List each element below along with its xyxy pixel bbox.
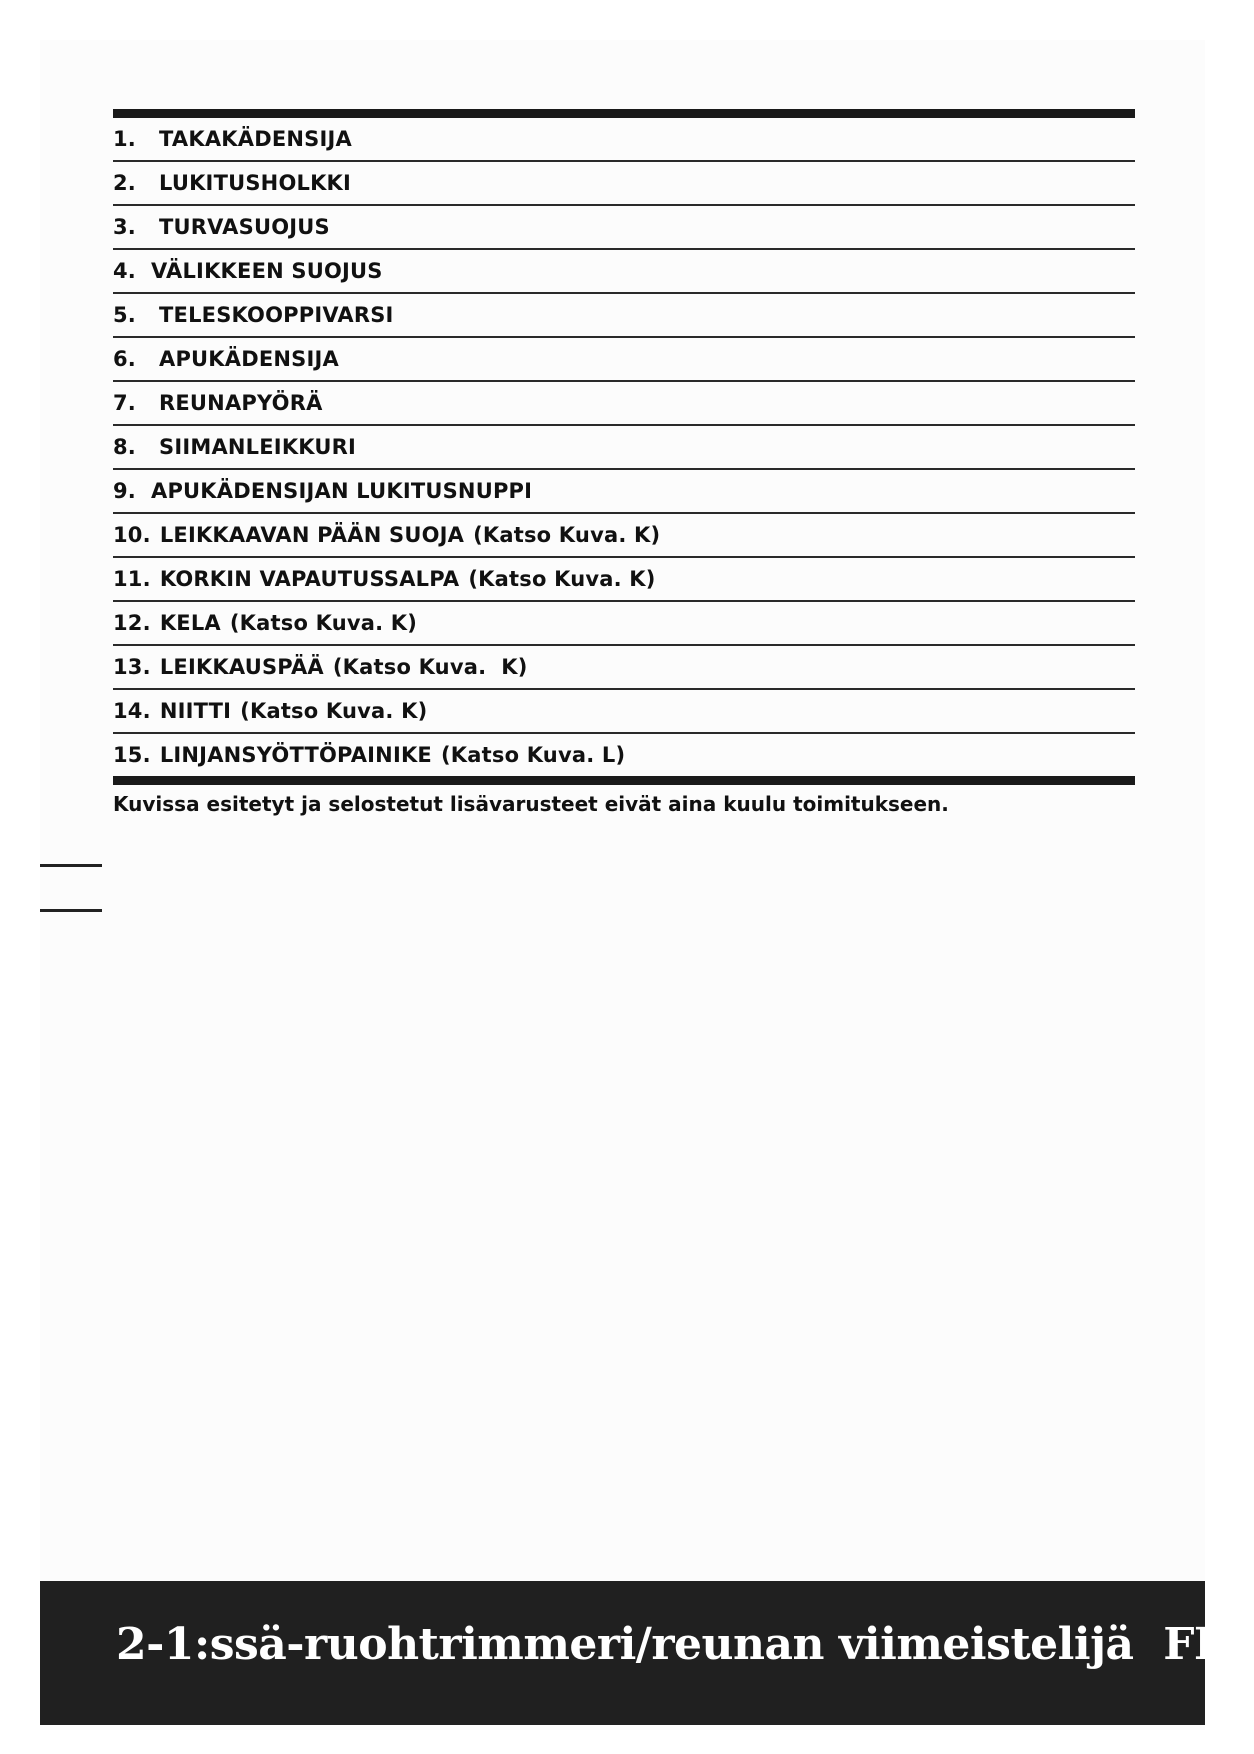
part-name: VÄLIKKEEN SUOJUS: [151, 259, 383, 283]
parts-list-item: [113, 294, 1135, 338]
part-name: SIIMANLEIKKURI: [159, 435, 357, 459]
part-name: LUKITUSHOLKKI: [159, 171, 352, 195]
parts-list-item: [113, 338, 1135, 382]
part-figure-reference: (Katso Kuva. K): [473, 523, 661, 547]
part-name: LINJANSYÖTTÖPAINIKE: [159, 743, 432, 767]
footer-band: [40, 1581, 1254, 1725]
part-number: 13.: [113, 655, 151, 679]
product-title: 2-1:ssä-ruohtrimmeri/reunan viimeistelijä: [116, 1619, 1134, 1670]
parts-list-item: [113, 250, 1135, 294]
margin-divider: [40, 864, 102, 867]
language-code: FIN: [1163, 1619, 1254, 1670]
part-number: 14.: [113, 699, 151, 723]
part-number: 11.: [113, 567, 151, 591]
part-number: 15.: [113, 743, 151, 767]
parts-list-item: [113, 558, 1135, 602]
parts-list-item: [113, 206, 1135, 250]
margin-divider: [40, 909, 102, 912]
part-number: 9.: [113, 479, 136, 503]
part-number: 6.: [113, 347, 136, 371]
parts-list-item: [113, 690, 1135, 734]
part-number: 8.: [113, 435, 136, 459]
part-figure-reference: (Katso Kuva. L): [440, 743, 626, 767]
part-number: 12.: [113, 611, 151, 635]
parts-list-item: [113, 382, 1135, 426]
part-name: REUNAPYÖRÄ: [159, 391, 323, 415]
parts-list-item: [113, 602, 1135, 646]
parts-list-item: [113, 118, 1135, 162]
part-number: 5.: [113, 303, 136, 327]
part-name: NIITTI: [159, 699, 232, 723]
parts-list-item: [113, 470, 1135, 514]
part-name: TURVASUOJUS: [159, 215, 330, 239]
part-name: APUKÄDENSIJAN LUKITUSNUPPI: [151, 479, 533, 503]
part-name: TAKAKÄDENSIJA: [159, 127, 352, 151]
parts-list-item: [113, 646, 1135, 690]
part-figure-reference: (Katso Kuva. K): [240, 699, 428, 723]
part-number: 3.: [113, 215, 136, 239]
part-name: KORKIN VAPAUTUSSALPA: [159, 567, 460, 591]
part-figure-reference: (Katso Kuva. K): [332, 655, 528, 679]
part-number: 4.: [113, 259, 136, 283]
part-number: 10.: [113, 523, 151, 547]
parts-list: [113, 109, 1135, 785]
part-figure-reference: (Katso Kuva. K): [229, 611, 418, 635]
part-name: LEIKKAAVAN PÄÄN SUOJA: [159, 523, 465, 547]
parts-list-item: [113, 426, 1135, 470]
accessories-footnote: Kuvissa esitetyt ja selostetut lisävarusteet eivät aina kuulu toimitukseen.: [113, 792, 949, 816]
part-number: 1.: [113, 127, 136, 151]
part-name: KELA: [159, 611, 221, 635]
parts-list-item: [113, 162, 1135, 206]
footer-title: [116, 1619, 1254, 1670]
part-figure-reference: (Katso Kuva. K): [468, 567, 656, 591]
parts-list-item: [113, 514, 1135, 558]
part-name: TELESKOOPPIVARSI: [159, 303, 394, 327]
part-number: 7.: [113, 391, 136, 415]
part-name: LEIKKAUSPÄÄ: [159, 655, 324, 679]
parts-list-item: [113, 734, 1135, 776]
part-number: 2.: [113, 171, 136, 195]
part-name: APUKÄDENSIJA: [159, 347, 339, 371]
